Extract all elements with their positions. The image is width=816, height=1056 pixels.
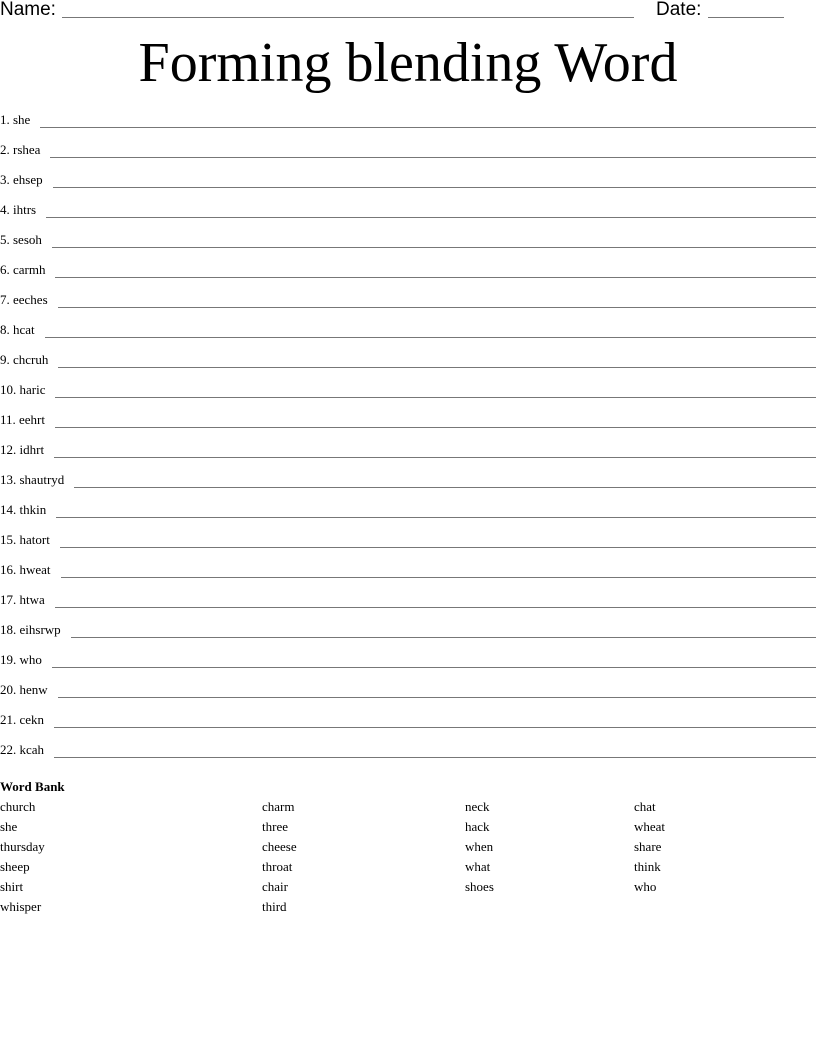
question-label: 21. cekn <box>0 712 45 727</box>
question-row <box>0 650 816 680</box>
question-label: 11. eehrt <box>0 412 45 427</box>
question-label: 19. who <box>0 652 42 667</box>
answer-line[interactable] <box>52 230 816 248</box>
question-row <box>0 170 816 200</box>
word-bank-word: share <box>634 839 662 854</box>
question-row <box>0 680 816 710</box>
question-label: 12. idhrt <box>0 442 45 457</box>
question-row <box>0 320 816 350</box>
question-label: 16. hweat <box>0 562 51 577</box>
answer-line[interactable] <box>52 650 816 668</box>
question-row <box>0 710 816 740</box>
answer-line[interactable] <box>54 440 816 458</box>
question-label: 22. kcah <box>0 742 45 757</box>
word-bank-column <box>0 799 45 919</box>
word-bank-word: neck <box>465 799 490 814</box>
word-bank-word: she <box>0 819 18 834</box>
question-label: 1. she <box>0 112 31 127</box>
question-label: 14. thkin <box>0 502 47 517</box>
question-label: 18. eihsrwp <box>0 622 61 637</box>
word-bank-word: three <box>262 819 288 834</box>
question-label: 3. ehsep <box>0 172 43 187</box>
word-bank-word: chat <box>634 799 656 814</box>
word-bank-word: shoes <box>465 879 494 894</box>
answer-line[interactable] <box>55 410 816 428</box>
question-row <box>0 230 816 260</box>
question-row <box>0 380 816 410</box>
question-label: 6. carmh <box>0 262 46 277</box>
question-label: 15. hatort <box>0 532 50 547</box>
answer-line[interactable] <box>58 290 816 308</box>
word-bank-column <box>465 799 494 899</box>
question-row <box>0 740 816 770</box>
word-bank-word: shirt <box>0 879 24 894</box>
word-bank-word: what <box>465 859 491 874</box>
question-label: 7. eeches <box>0 292 48 307</box>
word-bank-word: wheat <box>634 819 666 834</box>
question-list <box>0 110 816 770</box>
question-label: 20. henw <box>0 682 48 697</box>
answer-line[interactable] <box>50 140 816 158</box>
word-bank-word: whisper <box>0 899 42 914</box>
question-row <box>0 290 816 320</box>
answer-line[interactable] <box>61 560 816 578</box>
question-label: 8. hcat <box>0 322 35 337</box>
answer-line[interactable] <box>53 170 816 188</box>
word-bank-word: thursday <box>0 839 45 854</box>
question-row <box>0 110 816 140</box>
name-label: Name: <box>0 0 56 20</box>
question-label: 10. haric <box>0 382 46 397</box>
question-row <box>0 590 816 620</box>
word-bank-word: chair <box>262 879 288 894</box>
page-title: Forming blending Word <box>138 32 678 94</box>
question-row <box>0 560 816 590</box>
question-row <box>0 470 816 500</box>
question-label: 5. sesoh <box>0 232 42 247</box>
question-row <box>0 500 816 530</box>
answer-line[interactable] <box>54 740 816 758</box>
date-label: Date: <box>656 0 702 20</box>
question-row <box>0 440 816 470</box>
date-field[interactable] <box>708 17 784 18</box>
question-label: 4. ihtrs <box>0 202 37 217</box>
word-bank-title: Word Bank <box>0 779 65 794</box>
word-bank-word: hack <box>465 819 490 834</box>
answer-line[interactable] <box>55 590 816 608</box>
question-label: 17. htwa <box>0 592 45 607</box>
word-bank <box>0 779 816 914</box>
answer-line[interactable] <box>55 380 816 398</box>
name-field[interactable] <box>62 17 634 18</box>
question-row <box>0 260 816 290</box>
word-bank-word: when <box>465 839 494 854</box>
header <box>0 0 816 24</box>
word-bank-word: sheep <box>0 859 30 874</box>
question-row <box>0 140 816 170</box>
answer-line[interactable] <box>71 620 816 638</box>
answer-line[interactable] <box>56 500 816 518</box>
answer-line[interactable] <box>74 470 816 488</box>
word-bank-word: charm <box>262 799 295 814</box>
word-bank-word: church <box>0 799 36 814</box>
word-bank-column <box>634 799 665 899</box>
answer-line[interactable] <box>55 260 816 278</box>
word-bank-word: cheese <box>262 839 297 854</box>
answer-line[interactable] <box>40 110 816 128</box>
question-label: 2. rshea <box>0 142 41 157</box>
word-bank-word: throat <box>262 859 293 874</box>
answer-line[interactable] <box>60 530 816 548</box>
word-bank-column <box>262 799 297 919</box>
question-row <box>0 620 816 650</box>
answer-line[interactable] <box>46 200 816 218</box>
question-row <box>0 410 816 440</box>
answer-line[interactable] <box>58 350 816 368</box>
answer-line[interactable] <box>54 710 816 728</box>
question-label: 13. shautryd <box>0 472 65 487</box>
answer-line[interactable] <box>45 320 816 338</box>
answer-line[interactable] <box>58 680 816 698</box>
question-row <box>0 350 816 380</box>
question-label: 9. chcruh <box>0 352 49 367</box>
word-bank-word: who <box>634 879 657 894</box>
question-row <box>0 200 816 230</box>
word-bank-word: third <box>262 899 287 914</box>
question-row <box>0 530 816 560</box>
word-bank-word: think <box>634 859 661 874</box>
